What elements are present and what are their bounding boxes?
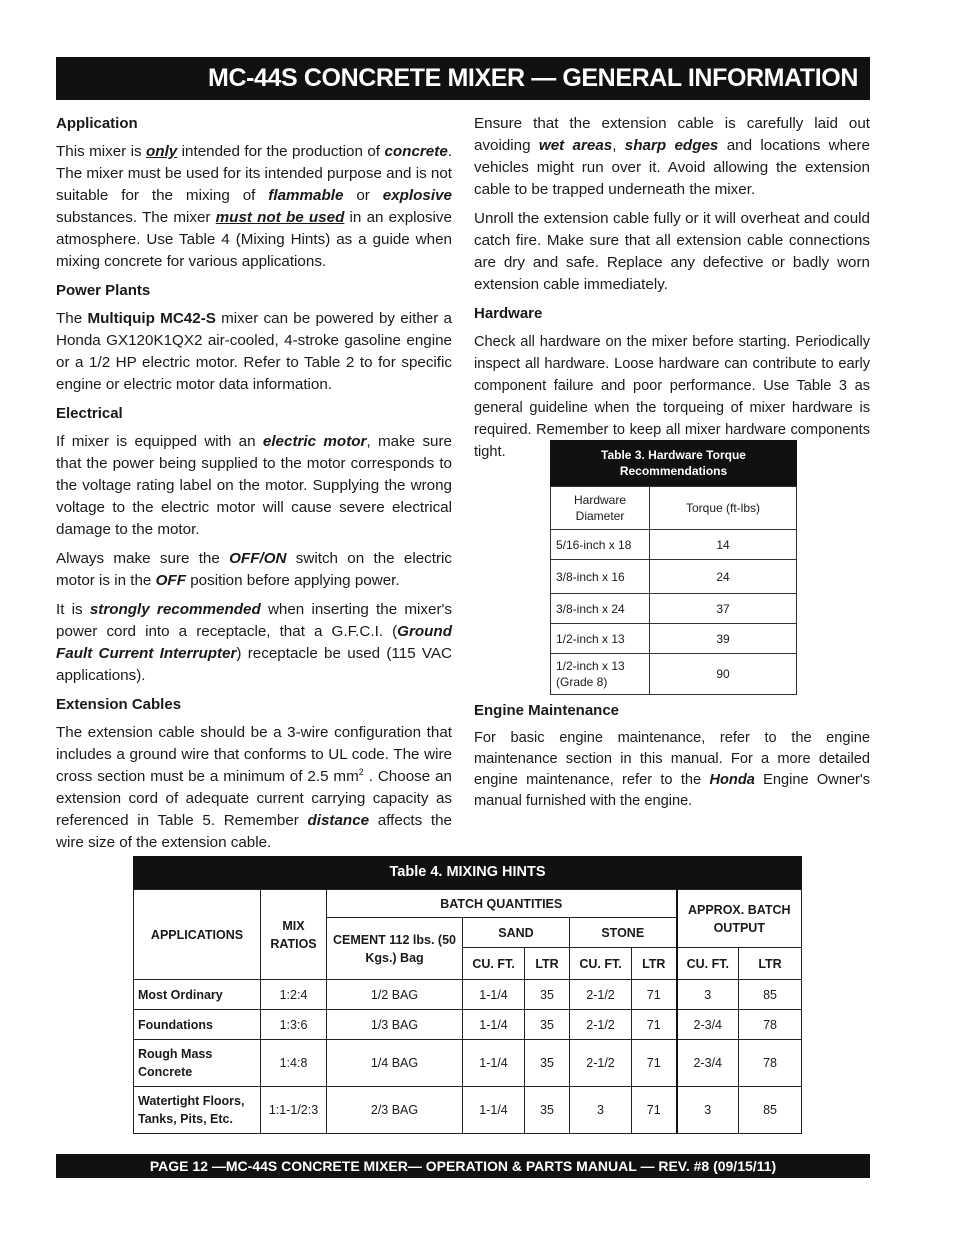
table-cell: 2/3 BAG: [327, 1087, 463, 1134]
header-batch-output: APPROX. BATCH OUTPUT: [677, 890, 802, 948]
table-cell: 1-1/4: [463, 1010, 525, 1040]
electrical-heading: Electrical: [56, 405, 123, 422]
table-row: [551, 560, 797, 594]
table-cell: 14: [650, 530, 797, 560]
table-cell: Watertight Floors, Tanks, Pits, Etc.: [134, 1087, 261, 1134]
hardware-paragraph: Check all hardware on the mixer before starting. Periodically inspect all hardware. Loose hardware can contribute to early component failure and poor performance. Use Table 3 as general guideline when the torqueing of mixer hardware is required. Remember to keep all mixer hardware components tight.: [474, 334, 870, 460]
table-cell: 3: [570, 1087, 632, 1134]
header-stone-cuft: CU. FT.: [570, 948, 632, 980]
electrical-paragraph-2: Always make sure the OFF/ON switch on the electric motor is in the OFF position before applying power.: [56, 550, 452, 589]
table-cell: 1:4:8: [261, 1040, 327, 1087]
table-cell: 5/16-inch x 18: [551, 530, 650, 560]
table-cell: 1/2 BAG: [327, 980, 463, 1010]
mixing-hints-table: [133, 856, 802, 1134]
left-column: [56, 113, 452, 861]
table3-col-diameter: Hardware Diameter: [551, 487, 650, 530]
page-footer: [56, 1154, 870, 1178]
engine-maintenance-paragraph: For basic engine maintenance, refer to the engine maintenance section in this manual. For a more detailed engine maintenance, refer to the Honda Engine Owner's manual furnished with the engine.: [474, 730, 871, 809]
extension-cables-paragraph-3: Unroll the extension cable fully or it will overheat and could catch fire. Make sure that all extension cable connections are dry and safe. Replace any defective or badly worn extension cable immediately.: [474, 210, 870, 293]
table-cell: 2-3/4: [677, 1010, 739, 1040]
hardware-heading: Hardware: [474, 305, 543, 322]
header-sand: SAND: [463, 918, 570, 948]
table-cell: 3: [677, 1087, 739, 1134]
table-cell: 35: [525, 1010, 570, 1040]
table-row: [134, 1040, 802, 1087]
table-row: [134, 980, 802, 1010]
table3-col-torque: Torque (ft-lbs): [650, 487, 797, 530]
table-cell: 78: [739, 1010, 802, 1040]
table-cell: 85: [739, 1087, 802, 1134]
header-output-ltr: LTR: [739, 948, 802, 980]
table-cell: 24: [650, 560, 797, 594]
table-cell: 2-1/2: [570, 1040, 632, 1087]
table4-title: Table 4. MIXING HINTS: [133, 856, 802, 889]
electrical-paragraph-1: If mixer is equipped with an electric motor, make sure that the power being supplied to the motor corresponds to the voltage rating label on the motor. Supplying the wrong voltage to the electric motor will cause severe electrical damage to the motor.: [56, 433, 452, 538]
footer-text: PAGE 12 —MC-44S CONCRETE MIXER— OPERATION & PARTS MANUAL — REV. #8 (09/15/11): [149, 1158, 777, 1174]
table-cell: 71: [632, 980, 677, 1010]
table-cell: Most Ordinary: [134, 980, 261, 1010]
table-cell: 85: [739, 980, 802, 1010]
table-cell: 71: [632, 1040, 677, 1087]
table-cell: 37: [650, 594, 797, 624]
table-row: [551, 594, 797, 624]
extension-cables-heading: Extension Cables: [56, 696, 182, 713]
table-cell: 3/8-inch x 16: [551, 560, 650, 594]
page-header: [56, 57, 870, 100]
table-cell: 1-1/4: [463, 1087, 525, 1134]
table-row: [134, 1087, 802, 1134]
power-plants-heading: Power Plants: [56, 282, 151, 299]
table-row: [551, 624, 797, 654]
table-cell: 1/3 BAG: [327, 1010, 463, 1040]
right-column: [474, 113, 870, 470]
table-cell: 1-1/4: [463, 1040, 525, 1087]
table-row: [551, 654, 797, 695]
table-cell: 71: [632, 1010, 677, 1040]
engine-maintenance-section: [474, 700, 870, 819]
header-mix-ratios: MIX RATIOS: [261, 890, 327, 980]
page-title: MC-44S CONCRETE MIXER — GENERAL INFORMATION: [208, 64, 858, 92]
header-cement: CEMENT 112 lbs. (50 Kgs.) Bag: [327, 918, 463, 980]
table-cell: 1/2-inch x 13 (Grade 8): [551, 654, 650, 695]
header-batch-quantities: BATCH QUANTITIES: [327, 890, 677, 918]
table-cell: Foundations: [134, 1010, 261, 1040]
table-cell: 35: [525, 980, 570, 1010]
table-cell: 2-1/2: [570, 1010, 632, 1040]
table-cell: 1/2-inch x 13: [551, 624, 650, 654]
extension-cables-paragraph-2: Ensure that the extension cable is carefully laid out avoiding wet areas, sharp edges and locations where vehicles might run over it. Avoid allowing the extension cable to be trapped underneath the mixer.: [474, 115, 870, 198]
header-stone-ltr: LTR: [632, 948, 677, 980]
application-paragraph: This mixer is only intended for the production of concrete. The mixer must be used for its intended purpose and is not suitable for the mixing of flammable or explosive substances. The mixer must not be used in an explosive atmosphere. Use Table 4 (Mixing Hints) as a guide when mixing concrete for various applications.: [56, 143, 452, 270]
table-cell: 78: [739, 1040, 802, 1087]
table-cell: 71: [632, 1087, 677, 1134]
table-row: [134, 1010, 802, 1040]
table-cell: 1:2:4: [261, 980, 327, 1010]
table-cell: Rough Mass Concrete: [134, 1040, 261, 1087]
electrical-paragraph-3: It is strongly recommended when inserting the mixer's power cord into a receptacle, that a G.F.C.I. (Ground Fault Current Interrupter) receptacle be used (115 VAC applications).: [56, 601, 452, 684]
engine-maintenance-heading: Engine Maintenance: [474, 702, 620, 719]
table-cell: 1/4 BAG: [327, 1040, 463, 1087]
header-stone: STONE: [570, 918, 677, 948]
table-cell: 2-1/2: [570, 980, 632, 1010]
extension-cables-paragraph-1: The extension cable should be a 3-wire configuration that includes a ground wire that conforms to UL code. The wire cross section must be a minimum of 2.5 $mm^2$ . Choose an extension cord of adequate current carrying capacity as referenced in Table 5. Remember distance affects the wire size of the extension cable.: [56, 724, 453, 851]
table-cell: 39: [650, 624, 797, 654]
power-plants-paragraph: The Multiquip MC42-S mixer can be powered by either a Honda GX120K1QX2 air-cooled, 4-stroke gasoline engine or a 1/2 HP electric motor. Refer to Table 2 to for specific engine or electric motor data information.: [56, 310, 452, 393]
table-header-row: [551, 487, 797, 530]
table-cell: 90: [650, 654, 797, 695]
table-cell: 3/8-inch x 24: [551, 594, 650, 624]
hardware-torque-table: [550, 440, 797, 695]
header-applications: APPLICATIONS: [134, 890, 261, 980]
header-output-cuft: CU. FT.: [677, 948, 739, 980]
table-cell: 1:3:6: [261, 1010, 327, 1040]
header-sand-cuft: CU. FT.: [463, 948, 525, 980]
table3-title: Table 3. Hardware Torque Recommendations: [550, 440, 797, 486]
table-cell: 35: [525, 1087, 570, 1134]
table-cell: 2-3/4: [677, 1040, 739, 1087]
table-cell: 35: [525, 1040, 570, 1087]
table-cell: 1-1/4: [463, 980, 525, 1010]
application-heading: Application: [56, 115, 138, 132]
table-row: [551, 530, 797, 560]
table-cell: 1:1-1/2:3: [261, 1087, 327, 1134]
header-sand-ltr: LTR: [525, 948, 570, 980]
table-cell: 3: [677, 980, 739, 1010]
